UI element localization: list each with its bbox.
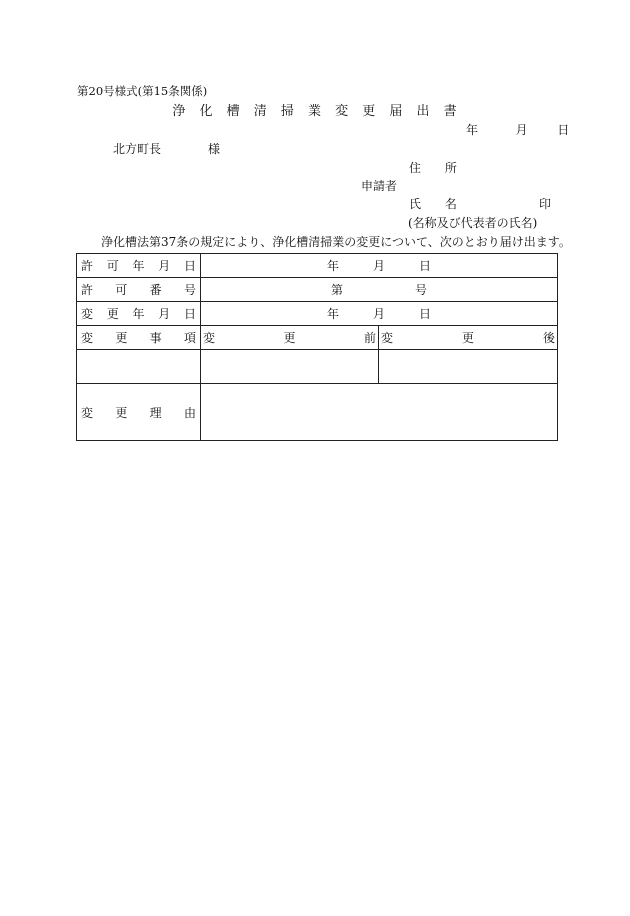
name-label: 氏 名 (409, 197, 467, 211)
change-after-header (379, 326, 558, 350)
permit-date-label (77, 254, 201, 278)
label-char: 日 (183, 307, 196, 321)
row-change-date (77, 302, 558, 326)
header-char: 前 (363, 331, 376, 345)
seal-label: 印 (539, 197, 552, 211)
label-char: 変 (81, 331, 94, 345)
permit-number-field[interactable] (201, 278, 558, 302)
date-month-label: 月 (373, 307, 386, 321)
label-char: 変 (81, 405, 94, 420)
date-month-label: 月 (373, 259, 386, 273)
row-change-reason (77, 384, 558, 441)
row-change-items-content (77, 350, 558, 384)
change-notification-table (76, 253, 558, 441)
label-char: 月 (158, 259, 171, 273)
permit-date-field[interactable] (201, 254, 558, 278)
change-reason-field[interactable] (201, 384, 558, 441)
row-permit-date (77, 254, 558, 278)
form-number: 第20号様式(第15条関係) (77, 84, 208, 98)
label-char: 可 (106, 259, 119, 273)
header-char: 更 (283, 331, 296, 345)
date-year-label: 年 (326, 307, 339, 321)
change-date-field[interactable] (201, 302, 558, 326)
change-before-field[interactable] (201, 350, 379, 384)
date-year-label: 年 (326, 259, 339, 273)
permit-number-label (77, 278, 201, 302)
label-char: 年 (132, 259, 145, 273)
label-char: 項 (183, 331, 196, 345)
label-char: 更 (115, 405, 128, 420)
label-char: 番 (149, 283, 162, 297)
label-char: 理 (149, 405, 162, 420)
label-char: 変 (81, 307, 94, 321)
label-char: 許 (81, 283, 94, 297)
addressee-name: 北方町長 (113, 142, 162, 156)
row-permit-number (77, 278, 558, 302)
row-change-items-header (77, 326, 558, 350)
number-prefix: 第 (330, 283, 343, 297)
applicant-label: 申請者 (361, 179, 398, 193)
date-day-label: 日 (419, 259, 432, 273)
change-after-field[interactable] (379, 350, 558, 384)
label-char: 更 (115, 331, 128, 345)
name-note: (名称及び代表者の氏名) (408, 216, 538, 230)
header-char: 更 (462, 331, 475, 345)
address-label: 住 所 (409, 161, 467, 175)
statement-text: 浄化槽法第37条の規定により、浄化槽清掃業の変更について、次のとおり届け出ます。 (101, 235, 571, 249)
change-items-label (77, 326, 201, 350)
submission-date (466, 124, 569, 136)
label-char: 号 (183, 283, 196, 297)
label-char: 事 (149, 331, 162, 345)
label-char: 可 (115, 283, 128, 297)
header-char: 後 (543, 331, 556, 345)
header-char: 変 (203, 331, 216, 345)
document-title: 浄 化 槽 清 掃 業 変 更 届 出 書 (172, 104, 462, 119)
label-char: 許 (81, 259, 94, 273)
label-char: 更 (106, 307, 119, 321)
header-char: 変 (381, 331, 394, 345)
change-before-header (201, 326, 379, 350)
label-char: 月 (158, 307, 171, 321)
change-items-blank-cell (77, 350, 201, 384)
date-month-label: 月 (515, 123, 528, 137)
date-day-label: 日 (419, 307, 432, 321)
number-suffix: 号 (415, 283, 428, 297)
label-char: 日 (183, 259, 196, 273)
change-date-label (77, 302, 201, 326)
addressee-honorific: 様 (208, 142, 221, 156)
change-reason-label (77, 384, 201, 441)
date-day-label: 日 (557, 123, 570, 137)
label-char: 年 (132, 307, 145, 321)
label-char: 由 (183, 405, 196, 420)
date-year-label: 年 (466, 123, 479, 137)
